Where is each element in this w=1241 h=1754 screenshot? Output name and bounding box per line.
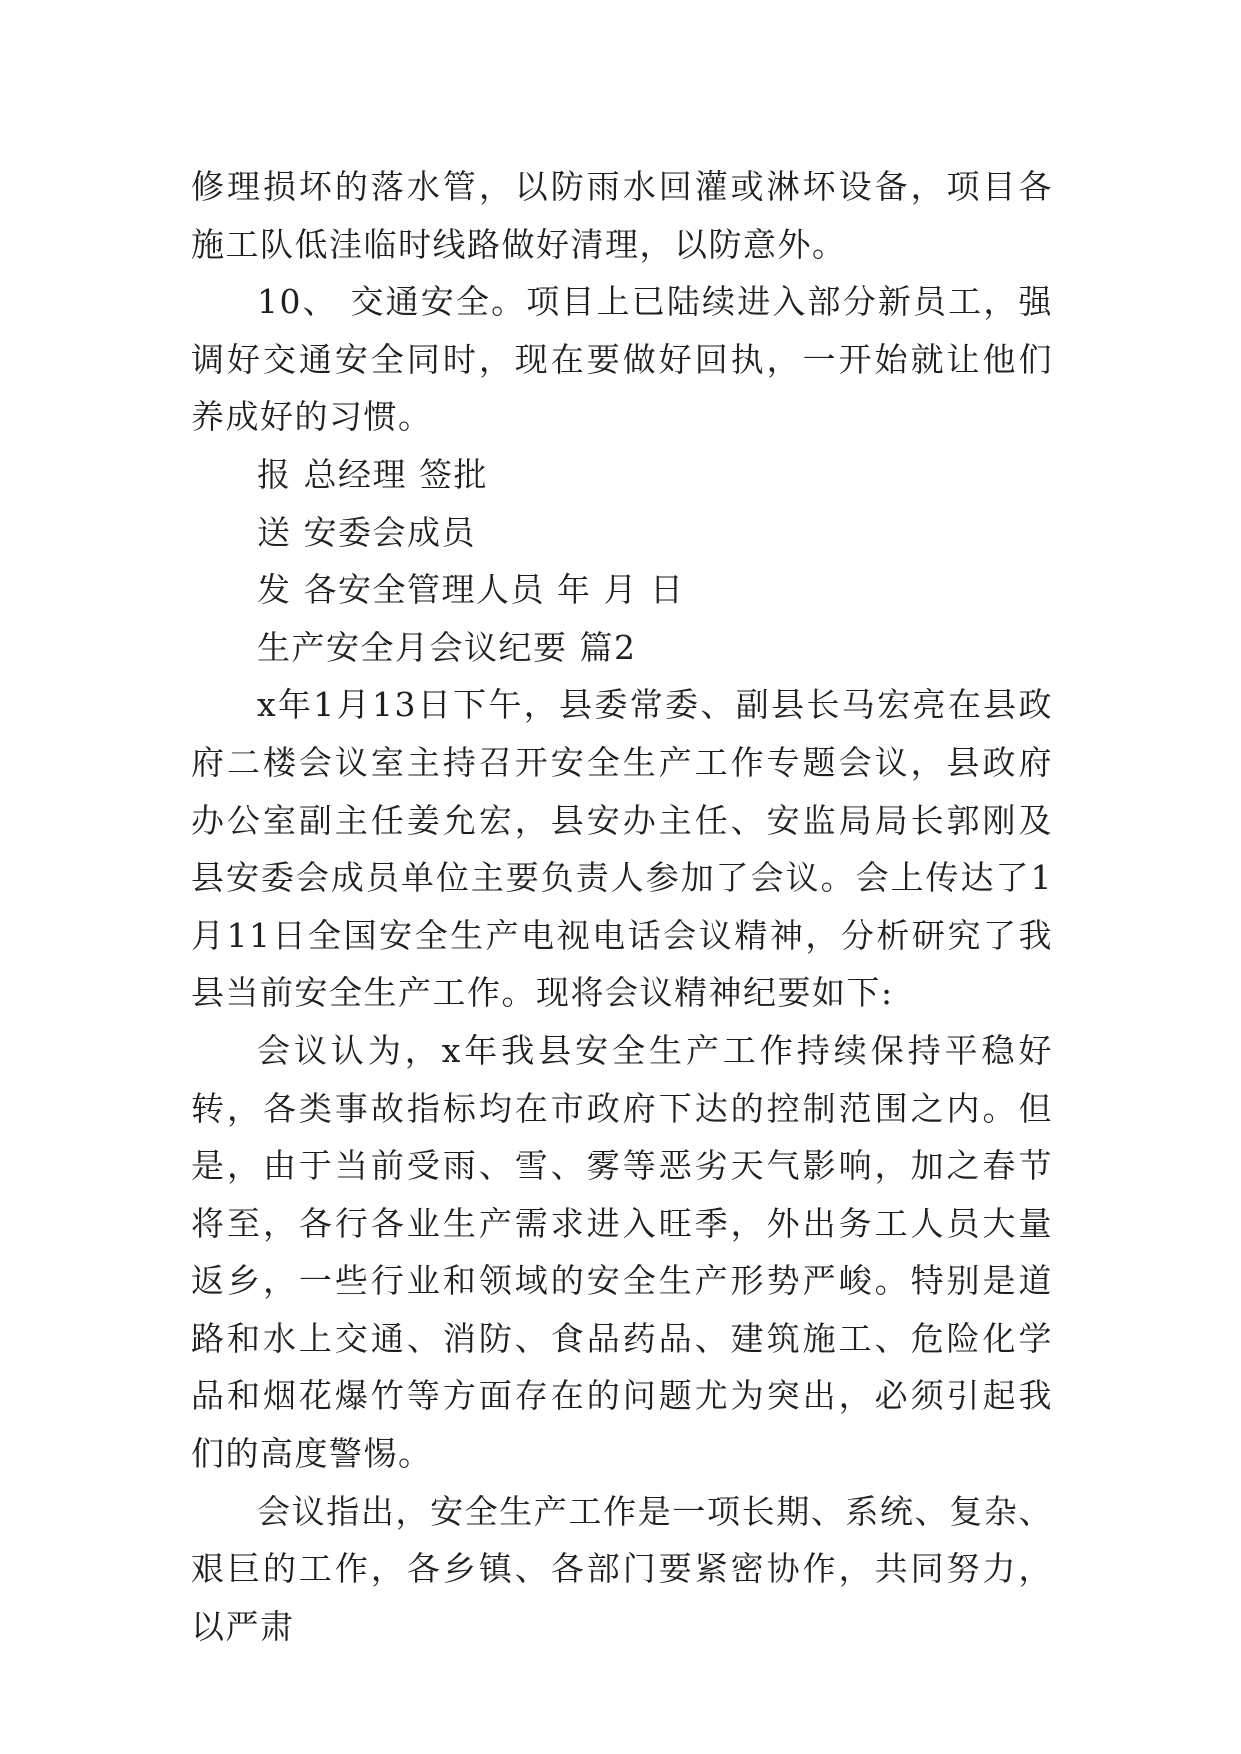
paragraph-1: 修理损坏的落水管，以防雨水回灌或淋坏设备，项目各施工队低洼临时线路做好清理，以防意外。 bbox=[191, 167, 1053, 264]
document-body bbox=[191, 158, 1053, 1655]
paragraph-report: 报 总经理 签批 bbox=[257, 454, 488, 494]
paragraph-issue: 发 各安全管理人员 年 月 日 bbox=[257, 570, 685, 610]
paragraph-meeting-intro: x年1月13日下午，县委常委、副县长马宏亮在县政府二楼会议室主持召开安全生产工作专题会议，县政府办公室副主任姜允宏，县安办主任、安监局局长郭刚及县安委会成员单位主要负责人参加了会议。会上传达了1月11日全国安全生产电视电话会议精神，分析研究了我县当前安全生产工作。现将会议精神纪要如下: bbox=[191, 685, 1053, 1013]
paragraph-send: 送 安委会成员 bbox=[257, 512, 476, 552]
paragraph-2: 10、 交通安全。项目上已陆续进入部分新员工，强调好交通安全同时，现在要做好回执，一开始就让他们养成好的习惯。 bbox=[191, 282, 1053, 437]
paragraph-meeting-point: 会议指出，安全生产工作是一项长期、系统、复杂、艰巨的工作，各乡镇、各部门要紧密协作，共同努力，以严肃 bbox=[191, 1491, 1053, 1646]
section-heading: 生产安全月会议纪要 篇2 bbox=[257, 627, 637, 667]
paragraph-meeting-view: 会议认为，x年我县安全生产工作持续保持平稳好转，各类事故指标均在市政府下达的控制范围之内。但是，由于当前受雨、雪、雾等恶劣天气影响，加之春节将至，各行各业生产需求进入旺季，外出务工人员大量返乡，一些行业和领域的安全生产形势严峻。特别是道路和水上交通、消防、食品药品、建筑施工、危险化学品和烟花爆竹等方面存在的问题尤为突出，必须引起我们的高度警惕。 bbox=[191, 1030, 1053, 1474]
